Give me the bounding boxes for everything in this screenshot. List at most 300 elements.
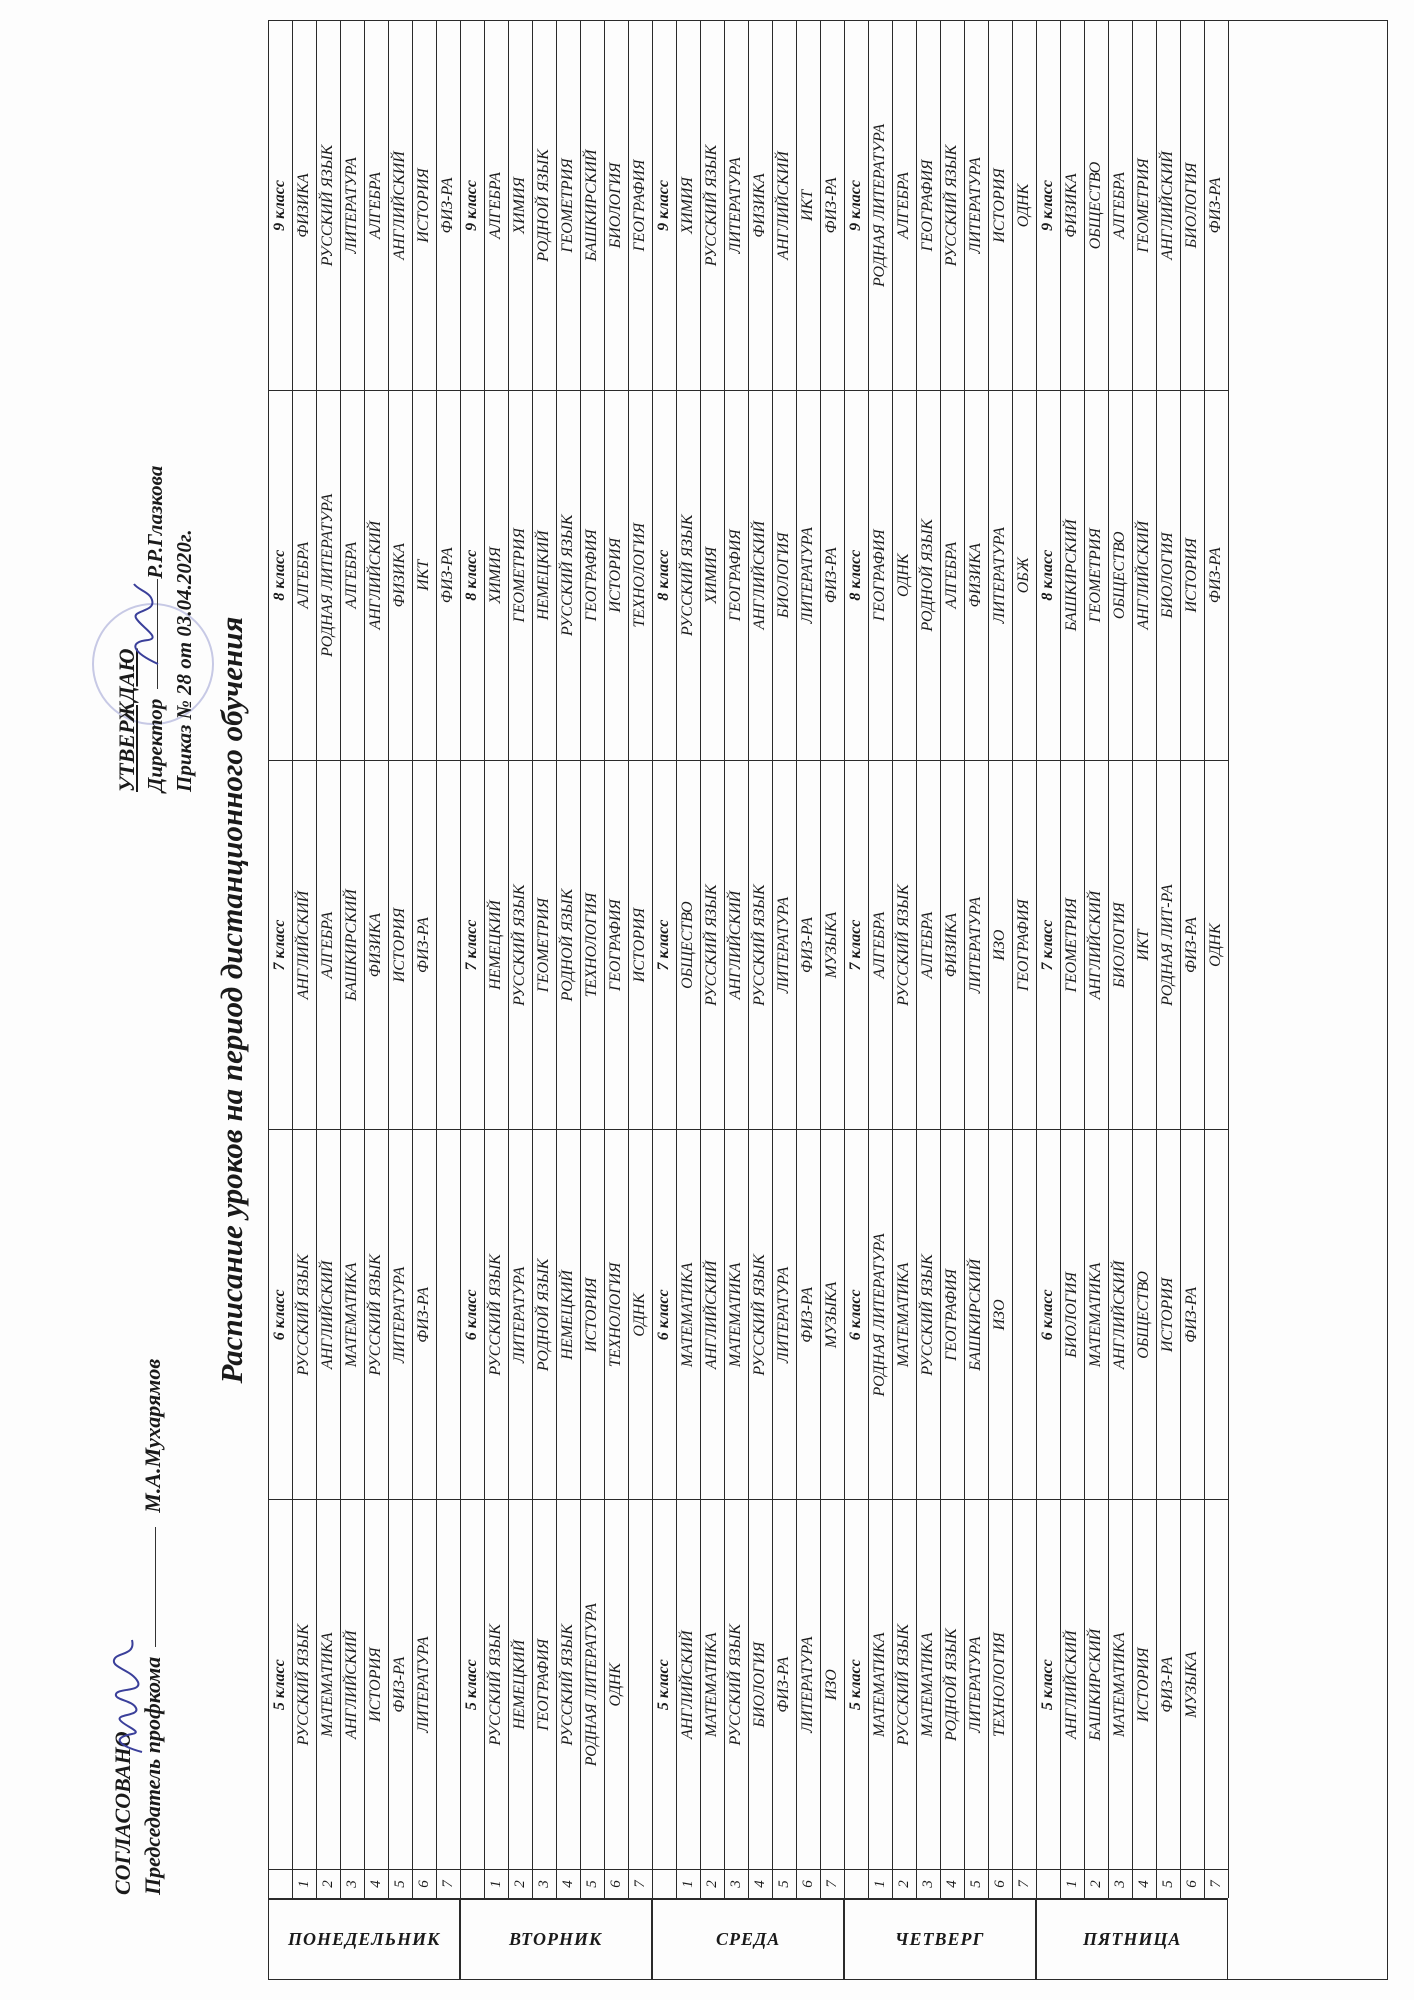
subject-cell: РОДНОЙ ЯЗЫК bbox=[556, 760, 580, 1130]
subject-cell: ЛИТЕРАТУРА bbox=[796, 1499, 820, 1869]
table-row bbox=[604, 20, 629, 1898]
subject-cell: ЛИТЕРАТУРА bbox=[988, 390, 1012, 760]
subject-cell: ОБЩЕСТВО bbox=[1084, 20, 1108, 390]
subject-cell: РУССКИЙ ЯЗЫК bbox=[364, 1129, 388, 1499]
lesson-number-header bbox=[652, 1869, 676, 1898]
subject-cell: РУССКИЙ ЯЗЫК bbox=[292, 1499, 316, 1869]
lesson-number: 1 bbox=[1060, 1869, 1084, 1898]
subject-cell: АНГЛИЙСКИЙ bbox=[1132, 390, 1156, 760]
day-name: СРЕДА bbox=[715, 1929, 781, 1949]
subject-cell: ИЗО bbox=[988, 760, 1012, 1130]
lesson-number: 3 bbox=[916, 1869, 940, 1898]
lesson-number: 1 bbox=[292, 1869, 316, 1898]
subject-cell: ФИЗ-РА bbox=[820, 390, 844, 760]
subject-cell: ФИЗ-РА bbox=[796, 760, 820, 1130]
table-row bbox=[676, 20, 701, 1898]
subject-cell: РОДНАЯ ЛИТЕРАТУРА bbox=[316, 390, 340, 760]
subject-cell: БИОЛОГИЯ bbox=[1180, 20, 1204, 390]
subject-cell: АЛГЕБРА bbox=[916, 760, 940, 1130]
subject-cell bbox=[1204, 1499, 1228, 1869]
class-header-row bbox=[652, 20, 677, 1898]
subject-cell: ГЕОГРАФИЯ bbox=[940, 1129, 964, 1499]
subject-cell: ЛИТЕРАТУРА bbox=[508, 1129, 532, 1499]
subject-cell: ГЕОМЕТРИЯ bbox=[1060, 760, 1084, 1130]
table-row bbox=[1060, 20, 1085, 1898]
subject-cell: ГЕОГРАФИЯ bbox=[916, 20, 940, 390]
lesson-number-header bbox=[844, 1869, 868, 1898]
subject-cell: РУССКИЙ ЯЗЫК bbox=[484, 1499, 508, 1869]
class-header: 8 класс bbox=[844, 390, 868, 760]
day-label-cell bbox=[844, 1898, 1036, 1980]
subject-cell: ФИЗ-РА bbox=[388, 1499, 412, 1869]
subject-cell: ИСТОРИЯ bbox=[1132, 1499, 1156, 1869]
subject-cell: ХИМИЯ bbox=[508, 20, 532, 390]
subject-cell: РОДНАЯ ЛИТЕРАТУРА bbox=[868, 1129, 892, 1499]
subject-cell: ЛИТЕРАТУРА bbox=[724, 20, 748, 390]
subject-cell: ТЕХНОЛОГИЯ bbox=[988, 1499, 1012, 1869]
class-header: 5 класс bbox=[1036, 1499, 1060, 1869]
subject-cell: МУЗЫКА bbox=[1180, 1499, 1204, 1869]
subject-cell: ФИЗ-РА bbox=[772, 1499, 796, 1869]
approved-role: Директор bbox=[143, 698, 167, 792]
subject-cell: ИСТОРИЯ bbox=[580, 1129, 604, 1499]
subject-cell: АЛГЕБРА bbox=[364, 20, 388, 390]
subject-cell: РУССКИЙ ЯЗЫК bbox=[892, 760, 916, 1130]
lesson-number: 7 bbox=[1204, 1869, 1228, 1898]
subject-cell: ГЕОГРАФИЯ bbox=[532, 1499, 556, 1869]
subject-cell: БИОЛОГИЯ bbox=[772, 390, 796, 760]
subject-cell: ГЕОМЕТРИЯ bbox=[508, 390, 532, 760]
lesson-number: 1 bbox=[868, 1869, 892, 1898]
table-row bbox=[892, 20, 917, 1898]
class-header: 7 класс bbox=[844, 760, 868, 1130]
table-row bbox=[940, 20, 965, 1898]
subject-cell: ИЗО bbox=[988, 1129, 1012, 1499]
subject-cell: РУССКИЙ ЯЗЫК bbox=[556, 1499, 580, 1869]
subject-cell: ФИЗ-РА bbox=[1180, 1129, 1204, 1499]
lesson-number: 2 bbox=[892, 1869, 916, 1898]
subject-cell: ФИЗИКА bbox=[388, 390, 412, 760]
lesson-number: 5 bbox=[580, 1869, 604, 1898]
schedule-table bbox=[268, 20, 1388, 1980]
subject-cell: БИОЛОГИЯ bbox=[748, 1499, 772, 1869]
lesson-number: 1 bbox=[484, 1869, 508, 1898]
subject-cell: РУССКИЙ ЯЗЫК bbox=[724, 1499, 748, 1869]
subject-cell: ФИЗ-РА bbox=[412, 1129, 436, 1499]
subject-cell bbox=[628, 1499, 652, 1869]
table-row bbox=[1084, 20, 1109, 1898]
table-row bbox=[508, 20, 533, 1898]
class-header: 6 класс bbox=[268, 1129, 292, 1499]
subject-cell: ФИЗИКА bbox=[748, 20, 772, 390]
subject-cell: АНГЛИЙСКИЙ bbox=[700, 1129, 724, 1499]
subject-cell: НЕМЕЦКИЙ bbox=[532, 390, 556, 760]
table-row bbox=[1108, 20, 1133, 1898]
lesson-number: 2 bbox=[316, 1869, 340, 1898]
subject-cell: БАШКИРСКИЙ bbox=[340, 760, 364, 1130]
subject-cell: БАШКИРСКИЙ bbox=[964, 1129, 988, 1499]
subject-cell: БАШКИРСКИЙ bbox=[1060, 390, 1084, 760]
lesson-number: 6 bbox=[412, 1869, 436, 1898]
lesson-number-header bbox=[1036, 1869, 1060, 1898]
table-row bbox=[772, 20, 797, 1898]
lesson-number: 4 bbox=[748, 1869, 772, 1898]
lesson-number: 4 bbox=[364, 1869, 388, 1898]
class-header: 8 класс bbox=[1036, 390, 1060, 760]
class-header: 8 класс bbox=[652, 390, 676, 760]
agreed-title: СОГЛАСОВАНО bbox=[110, 1731, 135, 1895]
class-header: 5 класс bbox=[844, 1499, 868, 1869]
agreed-role: Председатель профкома bbox=[140, 1656, 165, 1895]
subject-cell: ФИЗ-РА bbox=[436, 20, 460, 390]
subject-cell: ФИЗ-РА bbox=[436, 390, 460, 760]
day-name: ВТОРНИК bbox=[509, 1929, 603, 1949]
subject-cell: АНГЛИЙСКИЙ bbox=[388, 20, 412, 390]
agreed-block bbox=[108, 1359, 168, 1895]
approved-signature-icon bbox=[122, 580, 172, 670]
subject-cell bbox=[436, 760, 460, 1130]
subject-cell: АЛГЕБРА bbox=[340, 390, 364, 760]
subject-cell: НЕМЕЦКИЙ bbox=[508, 1499, 532, 1869]
subject-cell: АЛГЕБРА bbox=[484, 20, 508, 390]
subject-cell: ИКТ bbox=[1132, 760, 1156, 1130]
subject-cell: ФИЗИКА bbox=[292, 20, 316, 390]
class-header: 8 класс bbox=[268, 390, 292, 760]
table-row bbox=[556, 20, 581, 1898]
class-header-row bbox=[460, 20, 485, 1898]
subject-cell: МАТЕМАТИКА bbox=[316, 1499, 340, 1869]
subject-cell bbox=[1204, 1129, 1228, 1499]
subject-cell: МАТЕМАТИКА bbox=[868, 1499, 892, 1869]
lesson-number: 2 bbox=[508, 1869, 532, 1898]
lesson-number: 2 bbox=[1084, 1869, 1108, 1898]
day-label-cell bbox=[1036, 1898, 1228, 1980]
table-row bbox=[1132, 20, 1157, 1898]
subject-cell: ИСТОРИЯ bbox=[1180, 390, 1204, 760]
subject-cell: РУССКИЙ ЯЗЫК bbox=[748, 1129, 772, 1499]
subject-cell: РУССКИЙ ЯЗЫК bbox=[892, 1499, 916, 1869]
lesson-number: 7 bbox=[1012, 1869, 1036, 1898]
agreed-signature-line bbox=[138, 1359, 168, 1895]
subject-cell: РУССКИЙ ЯЗЫК bbox=[700, 760, 724, 1130]
subject-cell: АНГЛИЙСКИЙ bbox=[676, 1499, 700, 1869]
subject-cell: РУССКИЙ ЯЗЫК bbox=[748, 760, 772, 1130]
subject-cell: ФИЗ-РА bbox=[1204, 390, 1228, 760]
class-header: 6 класс bbox=[844, 1129, 868, 1499]
table-row bbox=[1156, 20, 1181, 1898]
subject-cell: ФИЗ-РА bbox=[412, 760, 436, 1130]
table-row bbox=[436, 20, 461, 1898]
table-row bbox=[628, 20, 653, 1898]
subject-cell: ТЕХНОЛОГИЯ bbox=[604, 1129, 628, 1499]
subject-cell: АНГЛИЙСКИЙ bbox=[748, 390, 772, 760]
class-header: 6 класс bbox=[652, 1129, 676, 1499]
class-header: 6 класс bbox=[1036, 1129, 1060, 1499]
table-row bbox=[412, 20, 437, 1898]
subject-cell: ГЕОГРАФИЯ bbox=[604, 760, 628, 1130]
subject-cell: ОБЩЕСТВО bbox=[1132, 1129, 1156, 1499]
subject-cell: МАТЕМАТИКА bbox=[340, 1129, 364, 1499]
lesson-number: 5 bbox=[1156, 1869, 1180, 1898]
subject-cell: РОДНОЙ ЯЗЫК bbox=[940, 1499, 964, 1869]
subject-cell: НЕМЕЦКИЙ bbox=[556, 1129, 580, 1499]
subject-cell: НЕМЕЦКИЙ bbox=[484, 760, 508, 1130]
table-row bbox=[580, 20, 605, 1898]
table-row bbox=[292, 20, 317, 1898]
lesson-number: 4 bbox=[1132, 1869, 1156, 1898]
lesson-number-header bbox=[268, 1869, 292, 1898]
table-row bbox=[988, 20, 1013, 1898]
lesson-number: 6 bbox=[1180, 1869, 1204, 1898]
table-row bbox=[868, 20, 893, 1898]
subject-cell: АНГЛИЙСКИЙ bbox=[772, 20, 796, 390]
subject-cell: ЛИТЕРАТУРА bbox=[412, 1499, 436, 1869]
subject-cell: ФИЗИКА bbox=[364, 760, 388, 1130]
lesson-number: 3 bbox=[340, 1869, 364, 1898]
subject-cell: ГЕОГРАФИЯ bbox=[1012, 760, 1036, 1130]
subject-cell: ОДНК bbox=[604, 1499, 628, 1869]
subject-cell: РУССКИЙ ЯЗЫК bbox=[916, 1129, 940, 1499]
subject-cell: ГЕОГРАФИЯ bbox=[580, 390, 604, 760]
subject-cell: РОДНАЯ ЛИТЕРАТУРА bbox=[580, 1499, 604, 1869]
subject-cell: ХИМИЯ bbox=[484, 390, 508, 760]
table-row bbox=[316, 20, 341, 1898]
subject-cell: АЛГЕБРА bbox=[892, 20, 916, 390]
lesson-number: 3 bbox=[532, 1869, 556, 1898]
subject-cell: МАТЕМАТИКА bbox=[916, 1499, 940, 1869]
subject-cell: АНГЛИЙСКИЙ bbox=[340, 1499, 364, 1869]
subject-cell: РУССКИЙ ЯЗЫК bbox=[940, 20, 964, 390]
table-row bbox=[364, 20, 389, 1898]
subject-cell: ГЕОМЕТРИЯ bbox=[1084, 390, 1108, 760]
table-row bbox=[1204, 20, 1229, 1898]
subject-cell: ФИЗ-РА bbox=[1156, 1499, 1180, 1869]
subject-cell: ФИЗ-РА bbox=[820, 20, 844, 390]
subject-cell: РУССКИЙ ЯЗЫК bbox=[484, 1129, 508, 1499]
subject-cell: ФИЗИКА bbox=[1060, 20, 1084, 390]
class-header-row bbox=[268, 20, 293, 1898]
table-row bbox=[700, 20, 725, 1898]
subject-cell: РОДНАЯ ЛИТ-РА bbox=[1156, 760, 1180, 1130]
subject-cell: БИОЛОГИЯ bbox=[1108, 760, 1132, 1130]
table-row bbox=[1012, 20, 1037, 1898]
lesson-number: 6 bbox=[796, 1869, 820, 1898]
subject-cell: РОДНАЯ ЛИТЕРАТУРА bbox=[868, 20, 892, 390]
table-row bbox=[532, 20, 557, 1898]
day-label-cell bbox=[652, 1898, 844, 1980]
subject-cell: МАТЕМАТИКА bbox=[1084, 1129, 1108, 1499]
subject-cell: ИСТОРИЯ bbox=[628, 760, 652, 1130]
approved-order: Приказ № 28 от 03.04.2020г. bbox=[172, 529, 196, 792]
subject-cell: ИСТОРИЯ bbox=[604, 390, 628, 760]
subject-cell: ТЕХНОЛОГИЯ bbox=[580, 760, 604, 1130]
subject-cell: ОДНК bbox=[892, 390, 916, 760]
day-name: ПЯТНИЦА bbox=[1082, 1929, 1182, 1949]
subject-cell: АНГЛИЙСКИЙ bbox=[1156, 20, 1180, 390]
subject-cell: ГЕОГРАФИЯ bbox=[628, 20, 652, 390]
subject-cell: ИСТОРИЯ bbox=[988, 20, 1012, 390]
class-header: 9 класс bbox=[460, 20, 484, 390]
subject-cell: ГЕОМЕТРИЯ bbox=[556, 20, 580, 390]
subject-cell: ОБЖ bbox=[1012, 390, 1036, 760]
subject-cell: ОДНК bbox=[1012, 20, 1036, 390]
lesson-number-header bbox=[460, 1869, 484, 1898]
subject-cell: БИОЛОГИЯ bbox=[1156, 390, 1180, 760]
signature-underline bbox=[155, 1527, 156, 1647]
subject-cell: ЛИТЕРАТУРА bbox=[964, 1499, 988, 1869]
lesson-number: 4 bbox=[556, 1869, 580, 1898]
day-name: ЧЕТВЕРГ bbox=[895, 1929, 985, 1949]
subject-cell bbox=[1012, 1129, 1036, 1499]
subject-cell: АЛГЕБРА bbox=[1108, 20, 1132, 390]
lesson-number: 5 bbox=[772, 1869, 796, 1898]
class-header: 9 класс bbox=[844, 20, 868, 390]
subject-cell: РОДНОЙ ЯЗЫК bbox=[916, 390, 940, 760]
subject-cell: БАШКИРСКИЙ bbox=[1084, 1499, 1108, 1869]
lesson-number: 4 bbox=[940, 1869, 964, 1898]
subject-cell bbox=[436, 1129, 460, 1499]
lesson-number: 3 bbox=[724, 1869, 748, 1898]
lesson-number: 1 bbox=[676, 1869, 700, 1898]
lesson-number: 7 bbox=[820, 1869, 844, 1898]
subject-cell: МАТЕМАТИКА bbox=[724, 1129, 748, 1499]
subject-cell: АЛГЕБРА bbox=[316, 760, 340, 1130]
agreed-name: М.А.Мухарямов bbox=[140, 1358, 165, 1513]
class-header: 7 класс bbox=[460, 760, 484, 1130]
lesson-number: 3 bbox=[1108, 1869, 1132, 1898]
approved-title: УТВЕРЖДАЮ bbox=[114, 648, 139, 792]
subject-cell: ХИМИЯ bbox=[700, 390, 724, 760]
subject-cell: ГЕОГРАФИЯ bbox=[724, 390, 748, 760]
subject-cell: МУЗЫКА bbox=[820, 1129, 844, 1499]
subject-cell: ГЕОМЕТРИЯ bbox=[1132, 20, 1156, 390]
subject-cell: ГЕОМЕТРИЯ bbox=[532, 760, 556, 1130]
subject-cell: ТЕХНОЛОГИЯ bbox=[628, 390, 652, 760]
subject-cell: АЛГЕБРА bbox=[940, 390, 964, 760]
class-header-row bbox=[1036, 20, 1061, 1898]
page-title: Расписание уроков на период дистанционного обучения bbox=[214, 616, 249, 1384]
lesson-number: 5 bbox=[964, 1869, 988, 1898]
table-row bbox=[388, 20, 413, 1898]
class-header: 6 класс bbox=[460, 1129, 484, 1499]
subject-cell: АНГЛИЙСКИЙ bbox=[1060, 1499, 1084, 1869]
subject-cell: ЛИТЕРАТУРА bbox=[340, 20, 364, 390]
subject-cell bbox=[1012, 1499, 1036, 1869]
subject-cell: РУССКИЙ ЯЗЫК bbox=[556, 390, 580, 760]
subject-cell: ЛИТЕРАТУРА bbox=[964, 760, 988, 1130]
table-row bbox=[484, 20, 509, 1898]
lesson-number: 7 bbox=[436, 1869, 460, 1898]
subject-cell: ФИЗИКА bbox=[964, 390, 988, 760]
approved-name: Р.Р.Глазкова bbox=[143, 465, 167, 579]
table-row bbox=[748, 20, 773, 1898]
subject-cell: МАТЕМАТИКА bbox=[892, 1129, 916, 1499]
subject-cell: МАТЕМАТИКА bbox=[676, 1129, 700, 1499]
subject-cell: ФИЗ-РА bbox=[796, 1129, 820, 1499]
subject-cell: ЛИТЕРАТУРА bbox=[388, 1129, 412, 1499]
subject-cell: ОДНК bbox=[628, 1129, 652, 1499]
subject-cell: ИСТОРИЯ bbox=[1156, 1129, 1180, 1499]
class-header: 7 класс bbox=[652, 760, 676, 1130]
subject-cell: РОДНОЙ ЯЗЫК bbox=[532, 20, 556, 390]
subject-cell: АНГЛИЙСКИЙ bbox=[292, 760, 316, 1130]
subject-cell: ИКТ bbox=[796, 20, 820, 390]
subject-cell: ИЗО bbox=[820, 1499, 844, 1869]
table-row bbox=[340, 20, 365, 1898]
subject-cell: ОБЩЕСТВО bbox=[676, 760, 700, 1130]
day-label-cell bbox=[460, 1898, 652, 1980]
subject-cell: МАТЕМАТИКА bbox=[1108, 1499, 1132, 1869]
table-row bbox=[796, 20, 821, 1898]
class-header: 7 класс bbox=[1036, 760, 1060, 1130]
subject-cell: МУЗЫКА bbox=[820, 760, 844, 1130]
subject-cell: БИОЛОГИЯ bbox=[1060, 1129, 1084, 1499]
class-header: 7 класс bbox=[268, 760, 292, 1130]
subject-cell: АНГЛИЙСКИЙ bbox=[1084, 760, 1108, 1130]
subject-cell: МАТЕМАТИКА bbox=[700, 1499, 724, 1869]
subject-cell bbox=[436, 1499, 460, 1869]
table-row bbox=[916, 20, 941, 1898]
subject-cell: РОДНОЙ ЯЗЫК bbox=[532, 1129, 556, 1499]
lesson-number: 2 bbox=[700, 1869, 724, 1898]
class-header: 5 класс bbox=[652, 1499, 676, 1869]
lesson-number: 5 bbox=[388, 1869, 412, 1898]
subject-cell: БАШКИРСКИЙ bbox=[580, 20, 604, 390]
subject-cell: ЛИТЕРАТУРА bbox=[772, 760, 796, 1130]
subject-cell: ИСТОРИЯ bbox=[364, 1499, 388, 1869]
class-header: 9 класс bbox=[1036, 20, 1060, 390]
table-row bbox=[724, 20, 749, 1898]
subject-cell: АНГЛИЙСКИЙ bbox=[364, 390, 388, 760]
subject-cell: АЛГЕБРА bbox=[868, 760, 892, 1130]
day-name: ПОНЕДЕЛЬНИК bbox=[287, 1929, 441, 1949]
class-header: 5 класс bbox=[268, 1499, 292, 1869]
subject-cell: АНГЛИЙСКИЙ bbox=[724, 760, 748, 1130]
subject-cell: ХИМИЯ bbox=[676, 20, 700, 390]
subject-cell: РУССКИЙ ЯЗЫК bbox=[316, 20, 340, 390]
subject-cell: БИОЛОГИЯ bbox=[604, 20, 628, 390]
class-header: 5 класс bbox=[460, 1499, 484, 1869]
table-row bbox=[1180, 20, 1205, 1898]
subject-cell: ЛИТЕРАТУРА bbox=[796, 390, 820, 760]
class-header: 9 класс bbox=[268, 20, 292, 390]
subject-cell: ФИЗИКА bbox=[940, 760, 964, 1130]
subject-cell: ЛИТЕРАТУРА bbox=[964, 20, 988, 390]
subject-cell: ФИЗ-РА bbox=[1180, 760, 1204, 1130]
subject-cell: ОБЩЕСТВО bbox=[1108, 390, 1132, 760]
class-header-row bbox=[844, 20, 869, 1898]
agreed-signature-icon bbox=[102, 1630, 154, 1760]
subject-cell: РУССКИЙ ЯЗЫК bbox=[676, 390, 700, 760]
subject-cell: ГЕОГРАФИЯ bbox=[868, 390, 892, 760]
lesson-number: 6 bbox=[604, 1869, 628, 1898]
table-row bbox=[964, 20, 989, 1898]
subject-cell: РУССКИЙ ЯЗЫК bbox=[508, 760, 532, 1130]
table-row bbox=[820, 20, 845, 1898]
subject-cell: ЛИТЕРАТУРА bbox=[772, 1129, 796, 1499]
class-header: 8 класс bbox=[460, 390, 484, 760]
subject-cell: АНГЛИЙСКИЙ bbox=[1108, 1129, 1132, 1499]
subject-cell: ОДНК bbox=[1204, 760, 1228, 1130]
subject-cell: АЛГЕБРА bbox=[292, 390, 316, 760]
subject-cell: РУССКИЙ ЯЗЫК bbox=[292, 1129, 316, 1499]
subject-cell: РУССКИЙ ЯЗЫК bbox=[700, 20, 724, 390]
subject-cell: ИСТОРИЯ bbox=[388, 760, 412, 1130]
subject-cell: ИКТ bbox=[412, 390, 436, 760]
lesson-number: 6 bbox=[988, 1869, 1012, 1898]
day-label-cell bbox=[268, 1898, 460, 1980]
subject-cell: ФИЗ-РА bbox=[1204, 20, 1228, 390]
